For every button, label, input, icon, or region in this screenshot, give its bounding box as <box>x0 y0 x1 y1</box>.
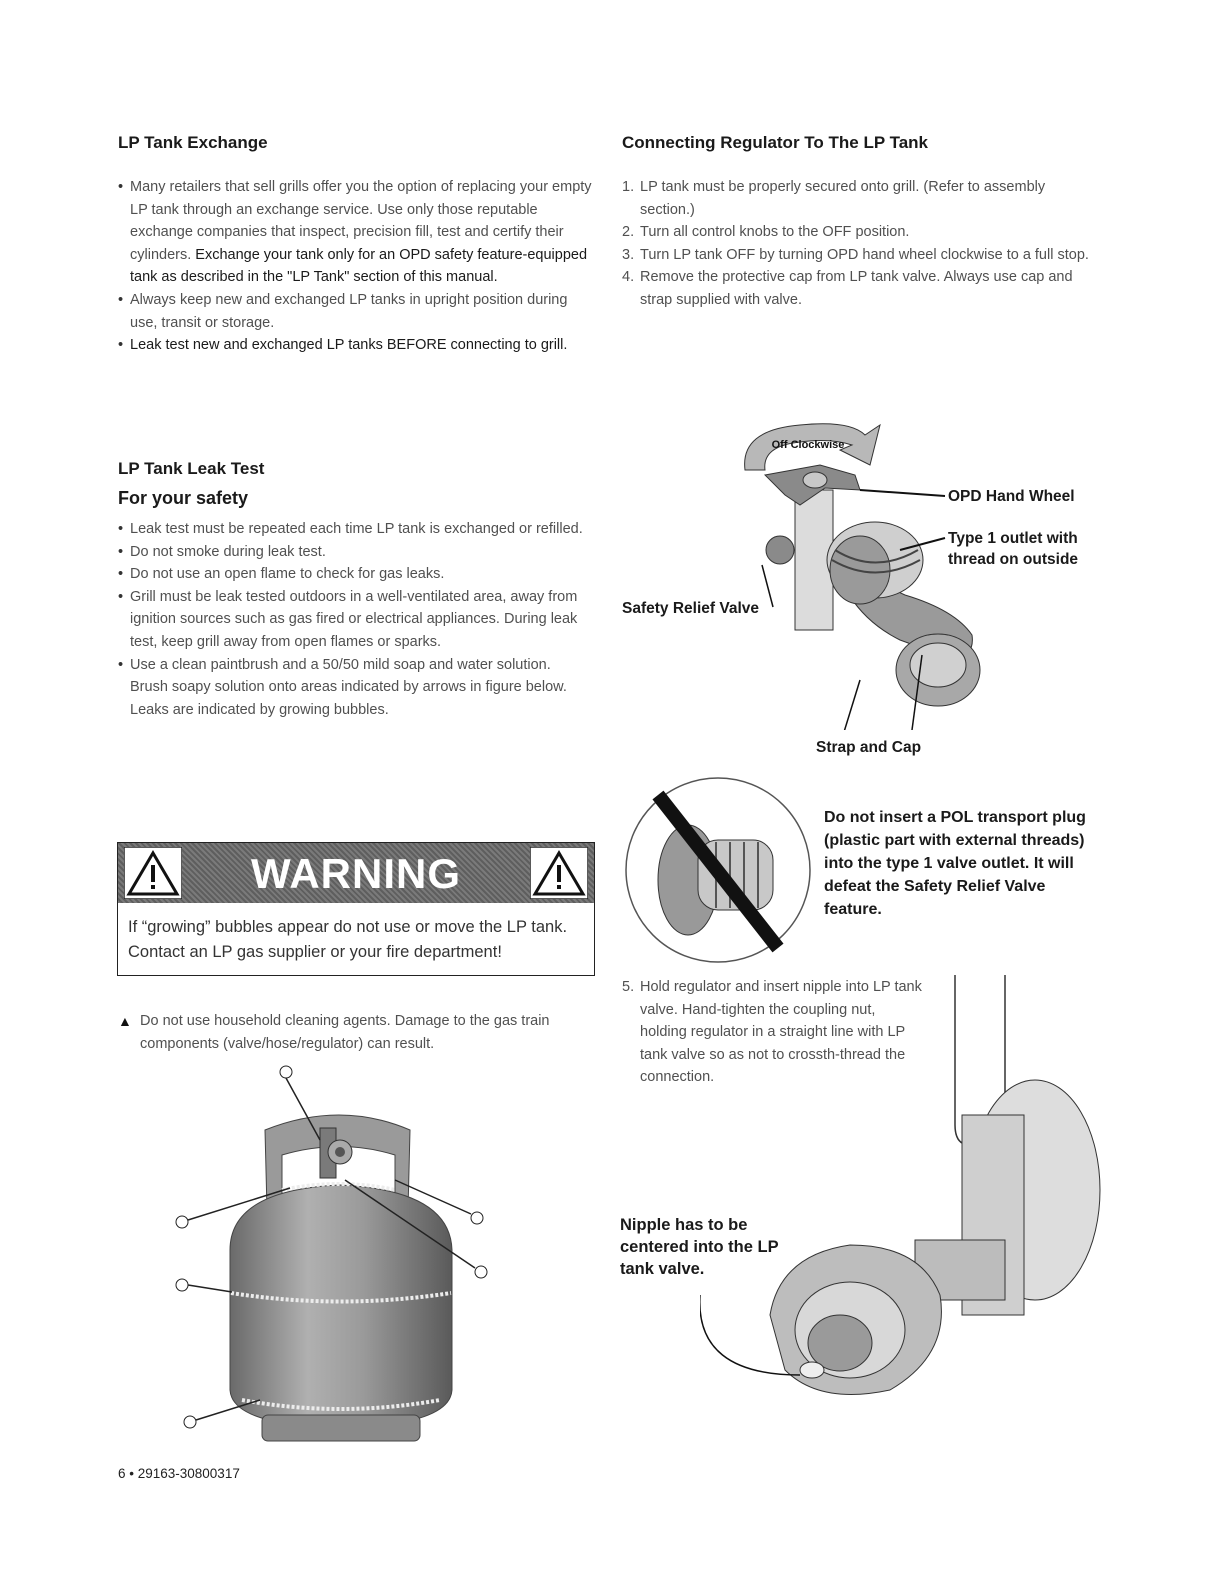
leak-bullet: • Do not smoke during leak test. <box>118 541 588 564</box>
exchange-bullet-3: • Leak test new and exchanged LP tanks BEFORE connecting to grill. <box>118 334 596 357</box>
lp-tank-exchange-heading: LP Tank Exchange <box>118 133 268 152</box>
warning-box <box>117 842 595 976</box>
opd-hand-wheel-label: OPD Hand Wheel <box>948 488 1075 505</box>
leak-bullet: • Do not use an open flame to check for gas leaks. <box>118 563 588 586</box>
caution-triangle-icon: ▲ <box>118 1013 132 1029</box>
step-item: 5. Hold regulator and insert nipple into LP tank valve. Hand-tighten the coupling nut, holding regulator in a straight line with LP tank valve so as not to crossth-thread the connection. <box>622 979 922 1086</box>
opd-valve-figure <box>740 410 1000 730</box>
off-clockwise-arrow-label: Off Clockwise <box>771 439 845 451</box>
leak-bullet: • Grill must be leak tested outdoors in a well-ventilated area, away from ignition sources such as gas fired or electrical appliances. During leak test, keep grill away from open flames or sparks. <box>118 586 588 654</box>
pol-plug-prohibited-figure <box>618 770 818 970</box>
warning-title: WARNING <box>251 850 461 897</box>
step-item: 4. Remove the protective cap from LP tank valve. Always use cap and strap supplied with valve. <box>622 269 1073 308</box>
nipple-centered-label: Nipple has to be centered into the LP tank valve. <box>620 1216 779 1278</box>
connection-steps <box>622 176 1092 312</box>
step-item: 3. Turn LP tank OFF by turning OPD hand wheel clockwise to a full stop. <box>622 246 1089 263</box>
step-item: 2. Turn all control knobs to the OFF position. <box>622 224 910 241</box>
regulator-connection-figure <box>700 975 1110 1415</box>
exchange-bullet-2: • Always keep new and exchanged LP tanks in upright position during use, transit or storage. <box>118 289 596 334</box>
leak-test-list <box>118 518 588 721</box>
leak-test-heading: LP Tank Leak Test <box>118 459 265 478</box>
warning-triangle-icon <box>530 847 588 899</box>
warning-body: If “growing” bubbles appear do not use or move the LP tank. Contact an LP gas supplier or your fire department! <box>128 918 568 961</box>
connecting-regulator-heading: Connecting Regulator To The LP Tank <box>622 133 929 152</box>
pol-plug-warning: Do not insert a POL transport plug (plastic part with external threads) into the type 1 valve outlet. It will defeat the Safety Relief Valve feature. <box>824 809 1086 918</box>
strap-and-cap-label: Strap and Cap <box>816 739 922 756</box>
warning-header <box>118 843 594 903</box>
page-footer: 6 • 29163-30800317 <box>118 1466 240 1481</box>
lp-tank-leak-test-figure <box>170 1060 500 1460</box>
safety-relief-valve-label: Safety Relief Valve <box>622 600 759 617</box>
exchange-opd-note: Exchange your tank only for an OPD safety feature-equipped tank as described in the "LP Tank" section of this manual. <box>130 246 588 286</box>
for-your-safety-heading: For your safety <box>118 488 249 508</box>
exchange-bullet-1: • Many retailers that sell grills offer you the option of replacing your empty LP tank through an exchange service. Use only those reputable exchange companies that inspect, precision fill, test and certify their cylinders. Exchange your tank only for an OPD safety feature-equipped tank as described in the "LP Tank" section of this manual. <box>118 176 596 289</box>
leak-bullet: • Use a clean paintbrush and a 50/50 mild soap and water solution. Brush soapy solution onto areas indicated by arrows in figure below. Leaks are indicated by growing bubbles. <box>118 654 588 722</box>
exchange-list <box>118 176 596 357</box>
step-item: 1. LP tank must be properly secured onto grill. (Refer to assembly section.) <box>622 179 1046 218</box>
leak-bullet: • Leak test must be repeated each time LP tank is exchanged or refilled. <box>118 518 588 541</box>
type1-outlet-label: Type 1 outlet with thread on outside <box>948 530 1079 568</box>
caution-note: ▲ Do not use household cleaning agents. Damage to the gas train components (valve/hose/regulator) can result. <box>118 1010 590 1055</box>
